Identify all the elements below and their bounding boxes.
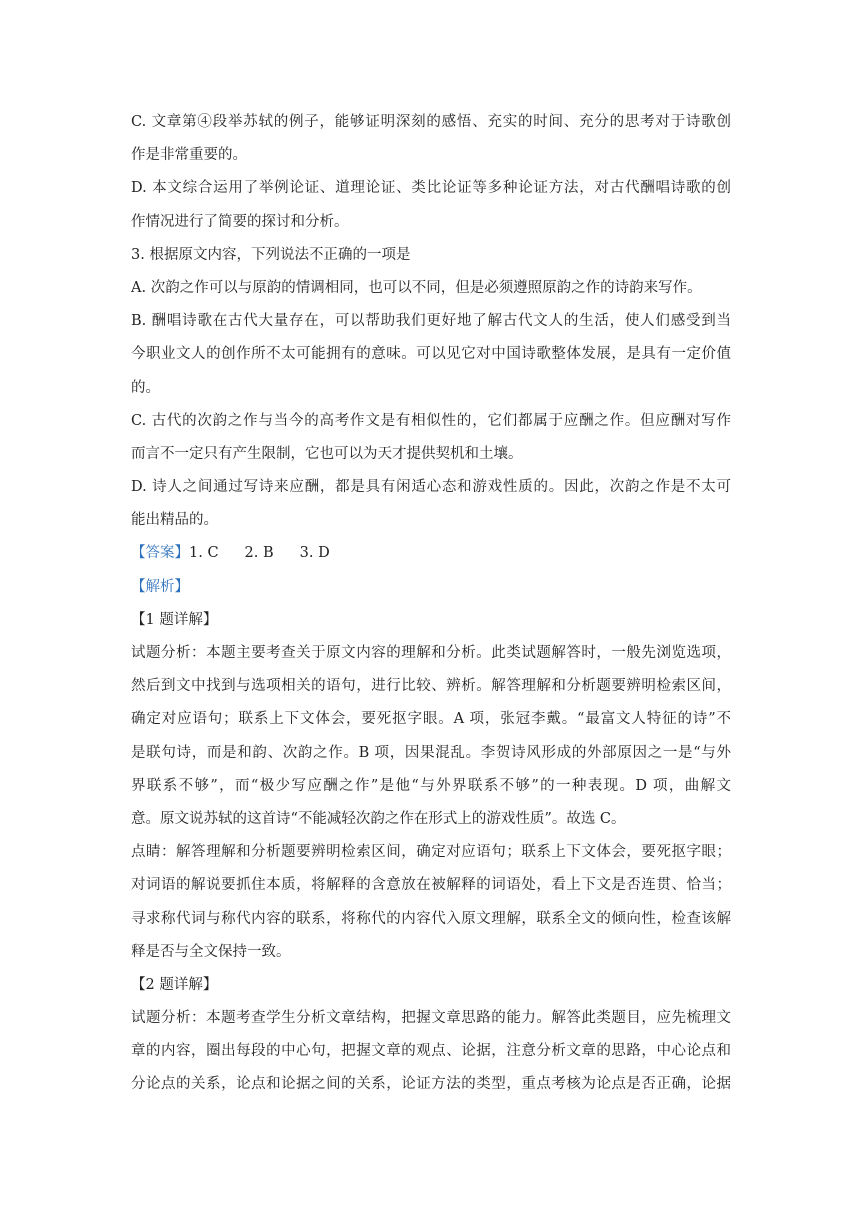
q3-option-b xyxy=(131,305,731,405)
answer-item: 3. D xyxy=(299,545,330,562)
q3-option-a xyxy=(131,272,731,305)
text-line: 然后到文中找到与选项相关的语句，进行比较、辨析。解答理解和分析题要辨明检索区间， xyxy=(131,678,731,695)
detail2-heading: 【2 题详解】 xyxy=(131,976,218,993)
answer-line xyxy=(131,537,731,570)
text-line: 能出精品的。 xyxy=(131,512,218,529)
detail1-analysis xyxy=(131,637,731,836)
text-line: 确定对应语句；联系上下文体会，要死抠字眼。A 项，张冠李戴。“最富文人特征的诗”不 xyxy=(131,711,731,728)
text-line: 作情况进行了简要的探讨和分析。 xyxy=(131,213,349,230)
answer-item: 1. C xyxy=(189,545,219,562)
text-line: C. 文章第④段举苏轼的例子，能够证明深刻的感悟、充实的时间、充分的思考对于诗歌创 xyxy=(131,114,731,130)
text-line: 试题分析：本题考查学生分析文章结构，把握文章思路的能力。解答此类题目，应先梳理文 xyxy=(131,1010,731,1027)
text-line: A. 次韵之作可以与原韵的情调相同，也可以不同，但是必须遵照原韵之作的诗韵来写作。 xyxy=(131,279,702,296)
text-line: 章的内容，圈出每段的中心句，把握文章的观点、论据，注意分析文章的思路，中心论点和 xyxy=(131,1043,731,1060)
text-line: 意。原文说苏轼的这首诗“不能减轻次韵之作在形式上的游戏性质”。故选 C。 xyxy=(131,810,626,827)
answer-item: 2. B xyxy=(244,545,274,562)
analysis-tag: 【解析】 xyxy=(131,578,189,595)
text-line: B. 酬唱诗歌在古代大量存在，可以帮助我们更好地了解古代文人的生活，使人们感受到当 xyxy=(131,313,731,330)
text-line: 作是非常重要的。 xyxy=(131,147,247,164)
detail1-tip xyxy=(131,836,731,969)
text-line: 寻求称代词与称代内容的联系，将称代的内容代入原文理解，联系全文的倾向性，检查该解 xyxy=(131,910,731,927)
text-line: 今职业文人的创作所不太可能拥有的意味。可以见它对中国诗歌整体发展，是具有一定价值 xyxy=(131,346,731,363)
q3-option-d xyxy=(131,471,731,537)
text-line: 释是否与全文保持一致。 xyxy=(131,943,291,960)
text-line: 的。 xyxy=(131,379,160,396)
text-line: D. 诗人之间通过写诗来应酬，都是具有闲适心态和游戏性质的。因此，次韵之作是不太可 xyxy=(131,479,731,496)
q3-option-c xyxy=(131,405,731,471)
text-line: 是联句诗，而是和韵、次韵之作。B 项，因果混乱。李贺诗风形成的外部原因之一是“与外 xyxy=(131,744,731,761)
text-line: 而言不一定只有产生限制，它也可以为天才提供契机和土壤。 xyxy=(131,445,523,462)
detail2-analysis xyxy=(131,1002,731,1102)
text-line: 界联系不够”，而“极少写应酬之作”是他“与外界联系不够”的一种表现。D 项，曲解文 xyxy=(131,777,731,794)
text-line: 分论点的关系，论点和论据之间的关系，论证方法的类型，重点考核为论点是否正确，论据 xyxy=(131,1076,731,1093)
q2-option-c xyxy=(131,106,731,172)
text-line: 试题分析：本题主要考查关于原文内容的理解和分析。此类试题解答时，一般先浏览选项， xyxy=(131,645,731,661)
answer-tag: 【答案】 xyxy=(131,545,189,562)
q3-stem: 3. 根据原文内容，下列说法不正确的一项是 xyxy=(131,246,411,263)
text-line: C. 古代的次韵之作与当今的高考作文是有相似性的，它们都属于应酬之作。但应酬对写作 xyxy=(131,412,731,429)
detail1-heading: 【1 题详解】 xyxy=(131,611,218,628)
document-page xyxy=(131,106,731,1102)
text-line: 点睛：解答理解和分析题要辨明检索区间，确定对应语句；联系上下文体会，要死抠字眼； xyxy=(131,844,731,861)
text-line: D. 本文综合运用了举例论证、道理论证、类比论证等多种论证方法，对古代酬唱诗歌的创 xyxy=(131,180,731,197)
q2-option-d xyxy=(131,172,731,238)
text-line: 对词语的解说要抓住本质，将解释的含意放在被解释的词语处，看上下文是否连贯、恰当； xyxy=(131,877,731,894)
